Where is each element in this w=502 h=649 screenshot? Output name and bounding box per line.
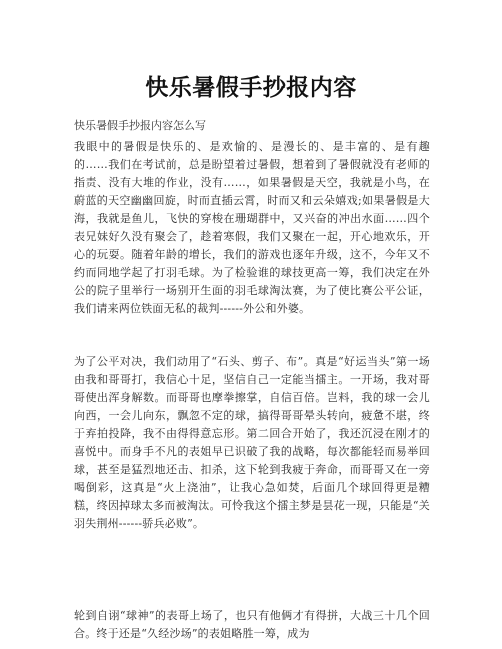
paragraph-2: 为了公平对决，我们动用了“石头、剪子、布”。真是“好运当头”第一场由我和哥哥打，我信心十足，坚信自己一定能当擂主。一开场，我对哥哥使出浑身解数。而哥哥也摩拳擦掌，自信百倍。岂料，我的球一会儿向西，一会儿向东，飘忽不定的球，搞得哥哥晕头转向，疲惫不堪，终于弃拍投降，我不由得得意忘形。第二回合开始了，我还沉浸在刚才的喜悦中。而身手不凡的表姐早已识破了我的战略，每次都能轻而易举回球，甚至是猛烈地还击、扣杀，这下轮到我疲于奔命，而哥哥又在一旁喝倒彩，这真是“火上浇油”，让我心急如焚，后面几个球回得更是糟糕，终因掉球太多而被淘汰。可怜我这个擂主梦是昙花一现，只能是“关羽失荆州------骄兵必败”。 [74,355,430,530]
paragraph-1: 我眼中的暑假是快乐的、是欢愉的、是漫长的、是丰富的、是有趣的……我们在考试前，总是盼望着过暑假，想着到了暑假就没有老师的指责、没有大堆的作业，没有……，如果暑假是天空，我就是小鸟，在蔚蓝的天空幽幽回旋，时而直插云霄，时而又和云朵嬉戏;如果暑假是大海，我就是鱼儿，飞快的穿梭在珊瑚群中，又兴奋的冲出水面……四个表兄妹好久没有聚会了，趁着寒假，我们又聚在一起，开心地欢乐，开心的玩耍。随着年龄的增长，我们的游戏也逐年升级，这不，今年又不约而同地学起了打羽毛球。为了检验谁的球技更高一筹，我们决定在外公的院子里举行一场别开生面的羽毛球淘汰赛，为了使比赛公平公证，我们请来两位铁面无私的裁判------外公和外婆。 [74,140,430,315]
document-subtitle: 快乐暑假手抄报内容怎么写 [74,119,206,132]
document-title: 快乐暑假手抄报内容 [145,75,357,102]
paragraph-3: 轮到自诩“球神”的表哥上场了，也只有他俩才有得拼，大战三十几个回合。终于还是“久经沙场”的表姐略胜一筹，成为 [74,609,430,640]
